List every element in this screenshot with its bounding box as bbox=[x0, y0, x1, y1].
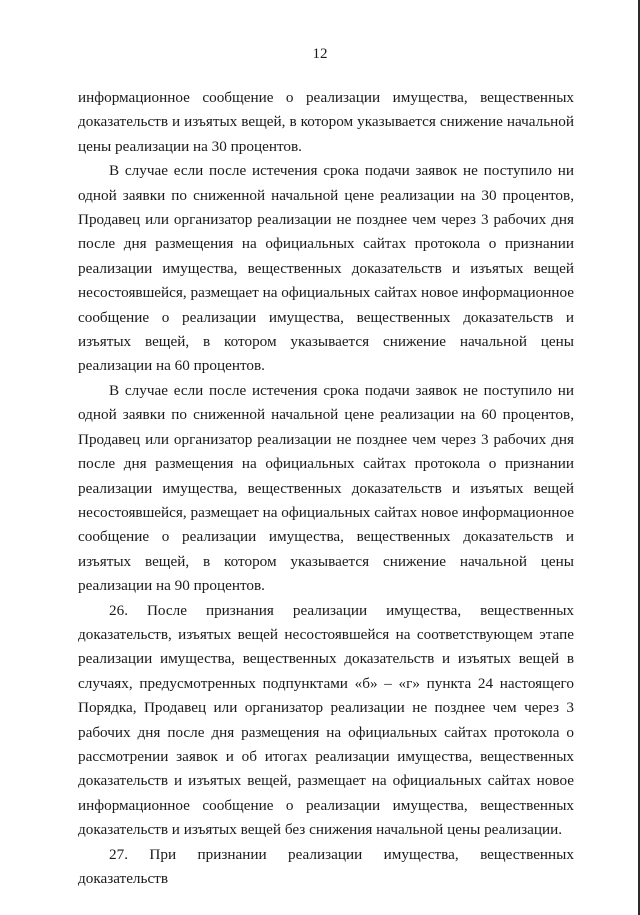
paragraph-continuation: информационное сообщение о реализации имущества, вещественных доказательств и изъятых вещей, в котором указывается снижение начальной цены реализации на 30 процентов. bbox=[78, 89, 574, 155]
paragraph-reduction-90: В случае если после истечения срока подачи заявок не поступило ни одной заявки по сниженной начальной цене реализации на 60 процентов, Продавец или организатор реализации не позднее чем через 3 рабочих дня после дня размещения на официальных сайтах протокола о признании реализации имущества, вещественных доказательств и изъятых вещей несостоявшейся, размещает на официальных сайтах новое информационное сообщение о реализации имущества, вещественных доказательств и изъятых вещей, в котором указывается снижение начальной цены реализации на 90 процентов. bbox=[78, 381, 574, 595]
document-body bbox=[78, 86, 574, 891]
paragraph-clause-26: 26. После признания реализации имущества, вещественных доказательств, изъятых вещей несостоявшейся на соответствующем этапе реализации имущества, вещественных доказательств и изъятых вещей в случаях, предусмотренных подпунктами «б» – «г» пункта 24 настоящего Порядка, Продавец или организатор реализации не позднее чем через 3 рабочих дня после дня размещения на официальных сайтах протокола о рассмотрении заявок и об итогах реализации имущества, вещественных доказательств и изъятых вещей, размещает на официальных сайтах новое информационное сообщение о реализации имущества, вещественных доказательств и изъятых вещей без снижения начальной цены реализации. bbox=[78, 601, 574, 839]
paragraph-reduction-60: В случае если после истечения срока подачи заявок не поступило ни одной заявки по сниженной начальной цене реализации на 30 процентов, Продавец или организатор реализации не позднее чем через 3 рабочих дня после дня размещения на официальных сайтах протокола о признании реализации имущества, вещественных доказательств и изъятых вещей несостоявшейся, размещает на официальных сайтах новое информационное сообщение о реализации имущества, вещественных доказательств и изъятых вещей, в котором указывается снижение начальной цены реализации на 60 процентов. bbox=[78, 162, 574, 375]
paragraph-clause-27: 27. При признании реализации имущества, вещественных доказательств bbox=[78, 845, 574, 887]
page-number: 12 bbox=[312, 46, 328, 62]
